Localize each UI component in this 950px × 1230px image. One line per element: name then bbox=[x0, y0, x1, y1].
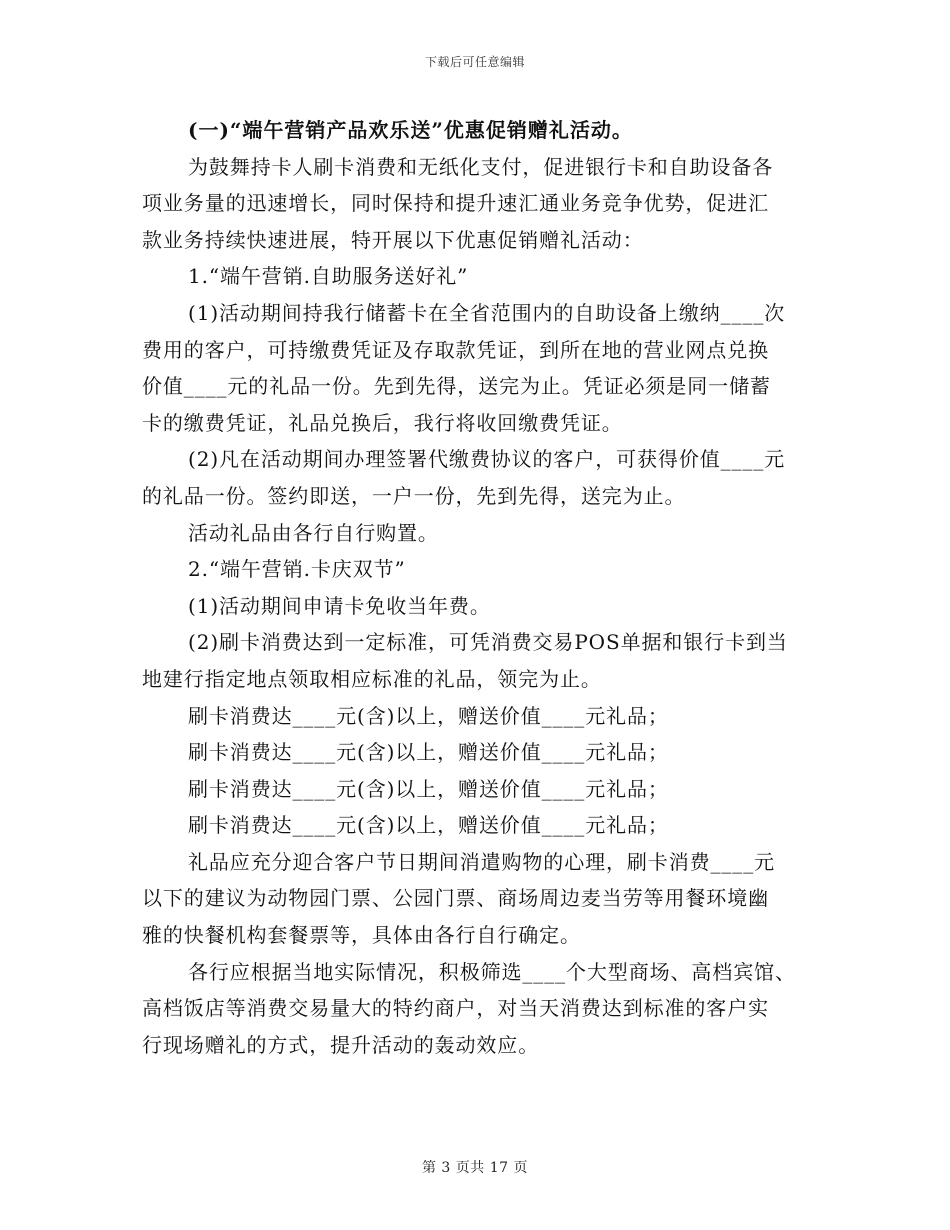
paragraph-line: 高档饭店等消费交易量大的特约商户，对当天消费达到标准的客户实 bbox=[142, 996, 769, 1021]
subsection-heading: 1.“端午营销.自助服务送好礼” bbox=[188, 264, 469, 289]
paragraph-line: 款业务持续快速进展，特开展以下优惠促销赠礼活动： bbox=[142, 227, 644, 252]
paragraph-line: 费用的客户，可持缴费凭证及存取款凭证，到所在地的营业网点兑换 bbox=[142, 337, 769, 362]
tier-line: 刷卡消费达____元(含)以上，赠送价值____元礼品； bbox=[188, 776, 669, 801]
paragraph-line: 活动礼品由各行自行购置。 bbox=[188, 520, 439, 545]
subsection-heading: 2.“端午营销.卡庆双节” bbox=[188, 557, 406, 582]
paragraph-line: 各行应根据当地实际情况，积极筛选____个大型商场、高档宾馆、 bbox=[188, 959, 796, 984]
header-note: 下载后可任意编辑 bbox=[424, 55, 525, 69]
paragraph-line: (2)刷卡消费达到一定标准，可凭消费交易POS单据和银行卡到当 bbox=[188, 630, 788, 655]
document-body bbox=[142, 112, 814, 1063]
section-heading: (一)“端午营销产品欢乐送”优惠促销赠礼活动。 bbox=[188, 118, 633, 142]
paragraph-line: (1)活动期间持我行储蓄卡在全省范围内的自助设备上缴纳____次 bbox=[188, 300, 786, 325]
paragraph-line: 以下的建议为动物园门票、公园门票、商场周边麦当劳等用餐环境幽 bbox=[142, 886, 769, 911]
paragraph-line: 卡的缴费凭证，礼品兑换后，我行将收回缴费凭证。 bbox=[142, 410, 623, 435]
paragraph-line: (2)凡在活动期间办理签署代缴费协议的客户，可获得价值____元 bbox=[188, 447, 786, 472]
paragraph-line: 雅的快餐机构套餐票等，具体由各行自行确定。 bbox=[142, 923, 581, 948]
paragraph-line: (1)活动期间申请卡免收当年费。 bbox=[188, 593, 491, 618]
paragraph-line: 礼品应充分迎合客户节日期间消遣购物的心理，刷卡消费____元 bbox=[188, 849, 775, 874]
paragraph-line: 地建行指定地点领取相应标准的礼品，领完为止。 bbox=[142, 666, 602, 691]
tier-line: 刷卡消费达____元(含)以上，赠送价值____元礼品； bbox=[188, 703, 669, 728]
paragraph-line: 行现场赠礼的方式，提升活动的轰动效应。 bbox=[142, 1032, 540, 1057]
page-number: 第 3 页共 17 页 bbox=[421, 1160, 529, 1176]
paragraph-line: 的礼品一份。签约即送，一户一份，先到先得，送完为止。 bbox=[142, 483, 686, 508]
paragraph-line: 为鼓舞持卡人刷卡消费和无纸化支付，促进银行卡和自助设备各 bbox=[188, 154, 774, 179]
paragraph-line: 项业务量的迅速增长，同时保持和提升速汇通业务竞争优势，促进汇 bbox=[142, 191, 769, 216]
tier-line: 刷卡消费达____元(含)以上，赠送价值____元礼品； bbox=[188, 740, 669, 765]
paragraph-line: 价值____元的礼品一份。先到先得，送完为止。凭证必须是同一储蓄 bbox=[142, 374, 771, 399]
tier-line: 刷卡消费达____元(含)以上，赠送价值____元礼品； bbox=[188, 813, 669, 838]
